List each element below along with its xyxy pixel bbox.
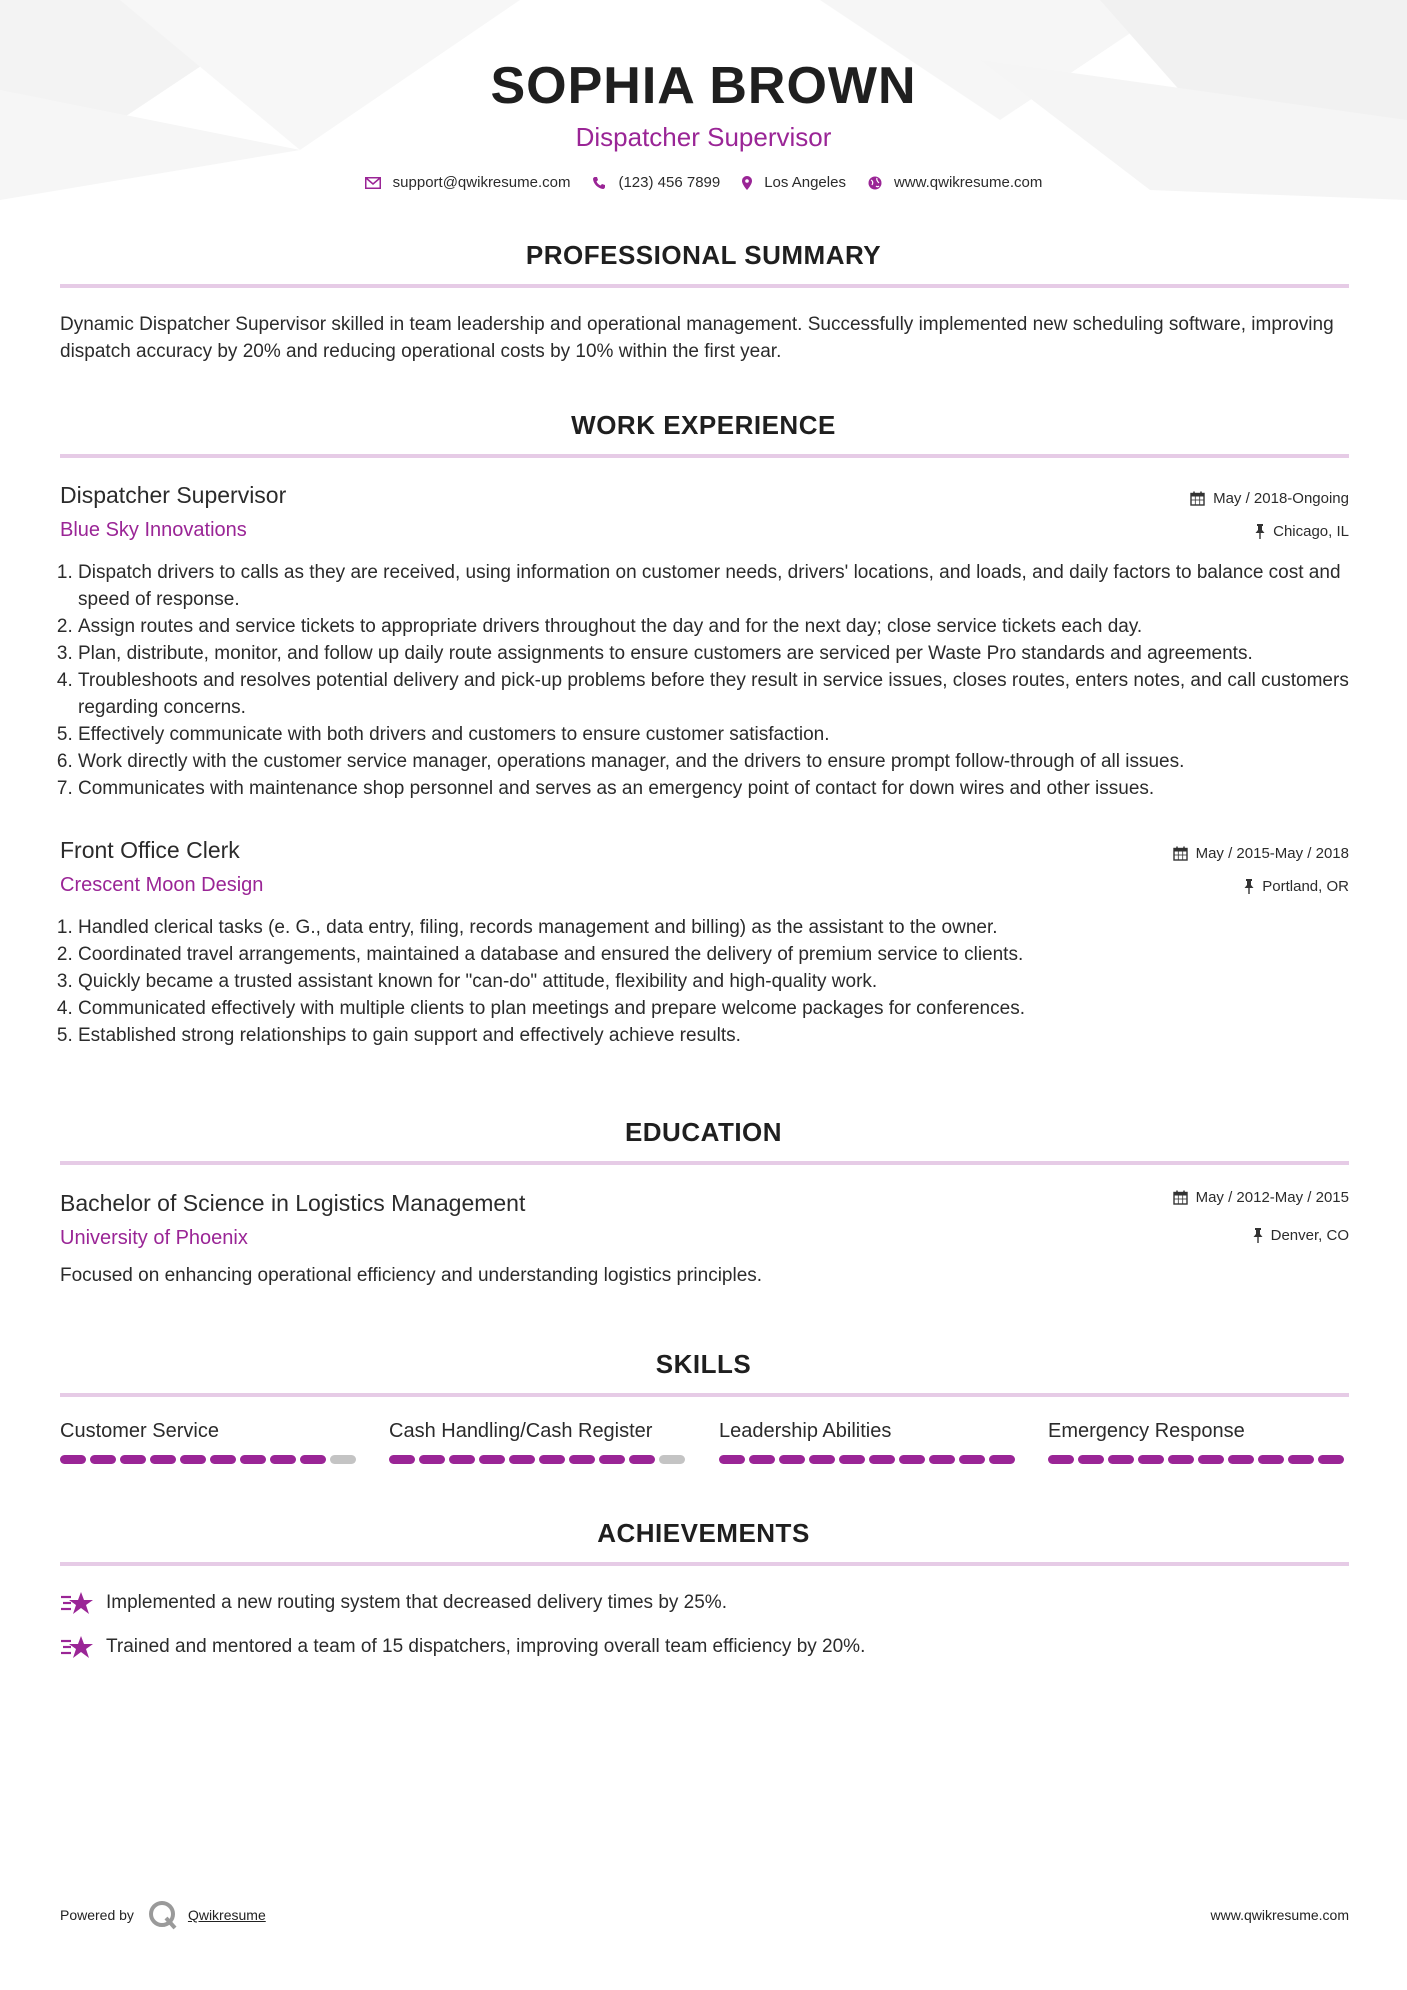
skill-dot-filled	[1108, 1455, 1134, 1464]
list-item: 3. Plan, distribute, monitor, and follow up daily route assignments to ensure customers are serviced per Waste Pro standards and agreements.	[78, 640, 1370, 667]
skill-dot-filled	[719, 1455, 745, 1464]
achievement-text: Trained and mentored a team of 15 dispatchers, improving overall team efficiency by 20%.	[106, 1636, 866, 1657]
skill-dot-filled	[629, 1455, 655, 1464]
contact-email[interactable]	[365, 174, 571, 191]
skill-rating	[719, 1455, 1019, 1464]
education-degree: Bachelor of Science in Logistics Management	[60, 1190, 526, 1216]
skill-customer-service	[60, 1420, 360, 1464]
list-item: 2. Assign routes and service tickets to appropriate drivers throughout the day and for the next day; close service tickets each day.	[78, 613, 1370, 640]
job-2-location	[1244, 878, 1349, 895]
map-marker-icon	[742, 176, 752, 190]
footer-website[interactable]: www.qwikresume.com	[1210, 1907, 1349, 1923]
skill-dot-filled	[809, 1455, 835, 1464]
skill-dot-filled	[779, 1455, 805, 1464]
skill-dot-filled	[270, 1455, 296, 1464]
education-school: University of Phoenix	[60, 1227, 248, 1249]
skill-dot-filled	[449, 1455, 475, 1464]
globe-icon	[868, 176, 882, 190]
skill-dot-filled	[150, 1455, 176, 1464]
skill-dot-filled	[300, 1455, 326, 1464]
job-2-location-text: Portland, OR	[1262, 878, 1349, 895]
skill-dot-filled	[210, 1455, 236, 1464]
skill-dot-filled	[899, 1455, 925, 1464]
skill-rating	[60, 1455, 360, 1464]
skill-dot-filled	[989, 1455, 1015, 1464]
skill-label: Leadership Abilities	[719, 1420, 892, 1442]
experience-heading: WORK EXPERIENCE	[571, 410, 836, 440]
list-item: 3. Quickly became a trusted assistant known for "can-do" attitude, flexibility and high-quality work.	[78, 968, 1370, 995]
skill-dot-filled	[479, 1455, 505, 1464]
education-date-text: May / 2012-May / 2015	[1195, 1189, 1349, 1206]
list-item: 1. Dispatch drivers to calls as they are received, using information on customer needs, drivers' locations, and loads, and daily factors to balance cost and speed of response.	[78, 559, 1370, 613]
skill-label: Cash Handling/Cash Register	[389, 1420, 653, 1442]
contact-website[interactable]	[868, 174, 1042, 191]
phone-text: (123) 456 7899	[618, 174, 721, 191]
list-item: 2. Coordinated travel arrangements, maintained a database and ensured the delivery of premium service to clients.	[78, 941, 1370, 968]
list-item: 4. Troubleshoots and resolves potential delivery and pick-up problems before they result in service issues, closes routes, enters notes, and call customers regarding concerns.	[78, 667, 1370, 721]
skill-dot-filled	[959, 1455, 985, 1464]
skill-dot-filled	[569, 1455, 595, 1464]
job-1-bullets	[60, 559, 1370, 802]
contact-location	[742, 174, 846, 191]
achievement-text: Implemented a new routing system that decreased delivery times by 25%.	[106, 1592, 727, 1613]
achievements-divider	[60, 1562, 1349, 1566]
list-item: 7. Communicates with maintenance shop personnel and serves as an emergency point of contact for down wires and other issues.	[78, 775, 1370, 802]
job-2-company: Crescent Moon Design	[60, 874, 264, 896]
education-divider	[60, 1161, 1349, 1165]
job-1-company: Blue Sky Innovations	[60, 519, 247, 541]
education-description: Focused on enhancing operational efficiency and understanding logistics principles.	[60, 1265, 763, 1286]
education-heading: EDUCATION	[624, 1117, 783, 1147]
skill-leadership	[719, 1420, 1019, 1464]
shooting-star-icon	[60, 1590, 94, 1616]
skill-dot-filled	[90, 1455, 116, 1464]
candidate-role: Dispatcher Supervisor	[575, 122, 832, 152]
shooting-star-icon	[60, 1634, 94, 1660]
job-1-dates	[1190, 490, 1349, 507]
skill-emergency-response	[1048, 1420, 1348, 1464]
skill-dot-filled	[509, 1455, 535, 1464]
list-item: 6. Work directly with the customer service manager, operations manager, and the drivers to ensure prompt follow-through of all issues.	[78, 748, 1370, 775]
qwikresume-logo-icon	[148, 1900, 178, 1930]
achievements-heading: ACHIEVEMENTS	[597, 1518, 810, 1548]
skill-dot-filled	[1228, 1455, 1254, 1464]
job-1-location	[1255, 523, 1349, 540]
skill-dot-filled	[749, 1455, 775, 1464]
contact-phone[interactable]	[592, 174, 720, 191]
calendar-icon	[1173, 1190, 1188, 1205]
calendar-icon	[1190, 491, 1205, 506]
skill-dot-filled	[1168, 1455, 1194, 1464]
job-2-bullets	[60, 914, 1370, 1049]
skill-dot-filled	[419, 1455, 445, 1464]
summary-heading: PROFESSIONAL SUMMARY	[525, 240, 882, 270]
achievement-item	[60, 1590, 727, 1616]
list-item: 1. Handled clerical tasks (e. G., data entry, filing, records management and billing) as the assistant to the owner.	[78, 914, 1370, 941]
skill-dot-filled	[1078, 1455, 1104, 1464]
footer-powered-by	[60, 1900, 266, 1930]
education-location	[1253, 1227, 1349, 1244]
list-item: 5. Effectively communicate with both drivers and customers to ensure customer satisfaction.	[78, 721, 1370, 748]
skill-dot-filled	[1318, 1455, 1344, 1464]
skill-dot-filled	[869, 1455, 895, 1464]
skill-dot-filled	[1138, 1455, 1164, 1464]
list-item: 4. Communicated effectively with multiple clients to plan meetings and prepare welcome packages for conferences.	[78, 995, 1370, 1022]
powered-by-label: Powered by	[60, 1907, 134, 1923]
pushpin-icon	[1253, 1228, 1263, 1243]
skill-dot-filled	[180, 1455, 206, 1464]
job-2-date-text: May / 2015-May / 2018	[1195, 845, 1349, 862]
skills-divider	[60, 1393, 1349, 1397]
skills-heading: SKILLS	[655, 1349, 752, 1379]
candidate-name: SOPHIA BROWN	[490, 57, 917, 115]
job-2-title: Front Office Clerk	[60, 837, 240, 863]
skill-dot-filled	[539, 1455, 565, 1464]
education-location-text: Denver, CO	[1270, 1227, 1349, 1244]
summary-divider	[60, 284, 1349, 288]
email-text: support@qwikresume.com	[392, 174, 571, 191]
website-text: www.qwikresume.com	[893, 174, 1043, 191]
calendar-icon	[1173, 846, 1188, 861]
phone-icon	[592, 176, 606, 190]
experience-divider	[60, 454, 1349, 458]
skill-label: Emergency Response	[1048, 1420, 1245, 1442]
skill-dot-filled	[389, 1455, 415, 1464]
skill-dot-filled	[599, 1455, 625, 1464]
qwikresume-link[interactable]: Qwikresume	[187, 1907, 266, 1923]
contact-bar	[0, 174, 1407, 191]
pushpin-icon	[1255, 524, 1265, 539]
skill-dot-filled	[929, 1455, 955, 1464]
skill-dot-empty	[659, 1455, 685, 1464]
education-dates	[1173, 1189, 1349, 1206]
skill-dot-filled	[1048, 1455, 1074, 1464]
skill-dot-filled	[1288, 1455, 1314, 1464]
location-text: Los Angeles	[764, 174, 846, 191]
skill-dot-filled	[839, 1455, 865, 1464]
skill-dot-filled	[1258, 1455, 1284, 1464]
job-1-location-text: Chicago, IL	[1273, 523, 1349, 540]
list-item: 5. Established strong relationships to gain support and effectively achieve results.	[78, 1022, 1370, 1049]
achievement-item	[60, 1634, 865, 1660]
skill-dot-filled	[120, 1455, 146, 1464]
skill-dot-filled	[60, 1455, 86, 1464]
envelope-icon	[365, 177, 381, 189]
job-1-title: Dispatcher Supervisor	[60, 482, 287, 508]
skill-rating	[1048, 1455, 1348, 1464]
skill-dot-empty	[330, 1455, 356, 1464]
skill-rating	[389, 1455, 689, 1464]
job-1-date-text: May / 2018-Ongoing	[1213, 490, 1349, 507]
skill-cash-handling	[389, 1420, 689, 1464]
skill-dot-filled	[1198, 1455, 1224, 1464]
summary-text: Dynamic Dispatcher Supervisor skilled in team leadership and operational management. Successfully implemented new scheduling software, improving dispatch accuracy by 20% and reducing operational costs by 10% within the first year.	[60, 314, 1334, 362]
job-2-dates	[1173, 845, 1349, 862]
skill-dot-filled	[240, 1455, 266, 1464]
skill-label: Customer Service	[60, 1420, 219, 1442]
pushpin-icon	[1244, 879, 1254, 894]
